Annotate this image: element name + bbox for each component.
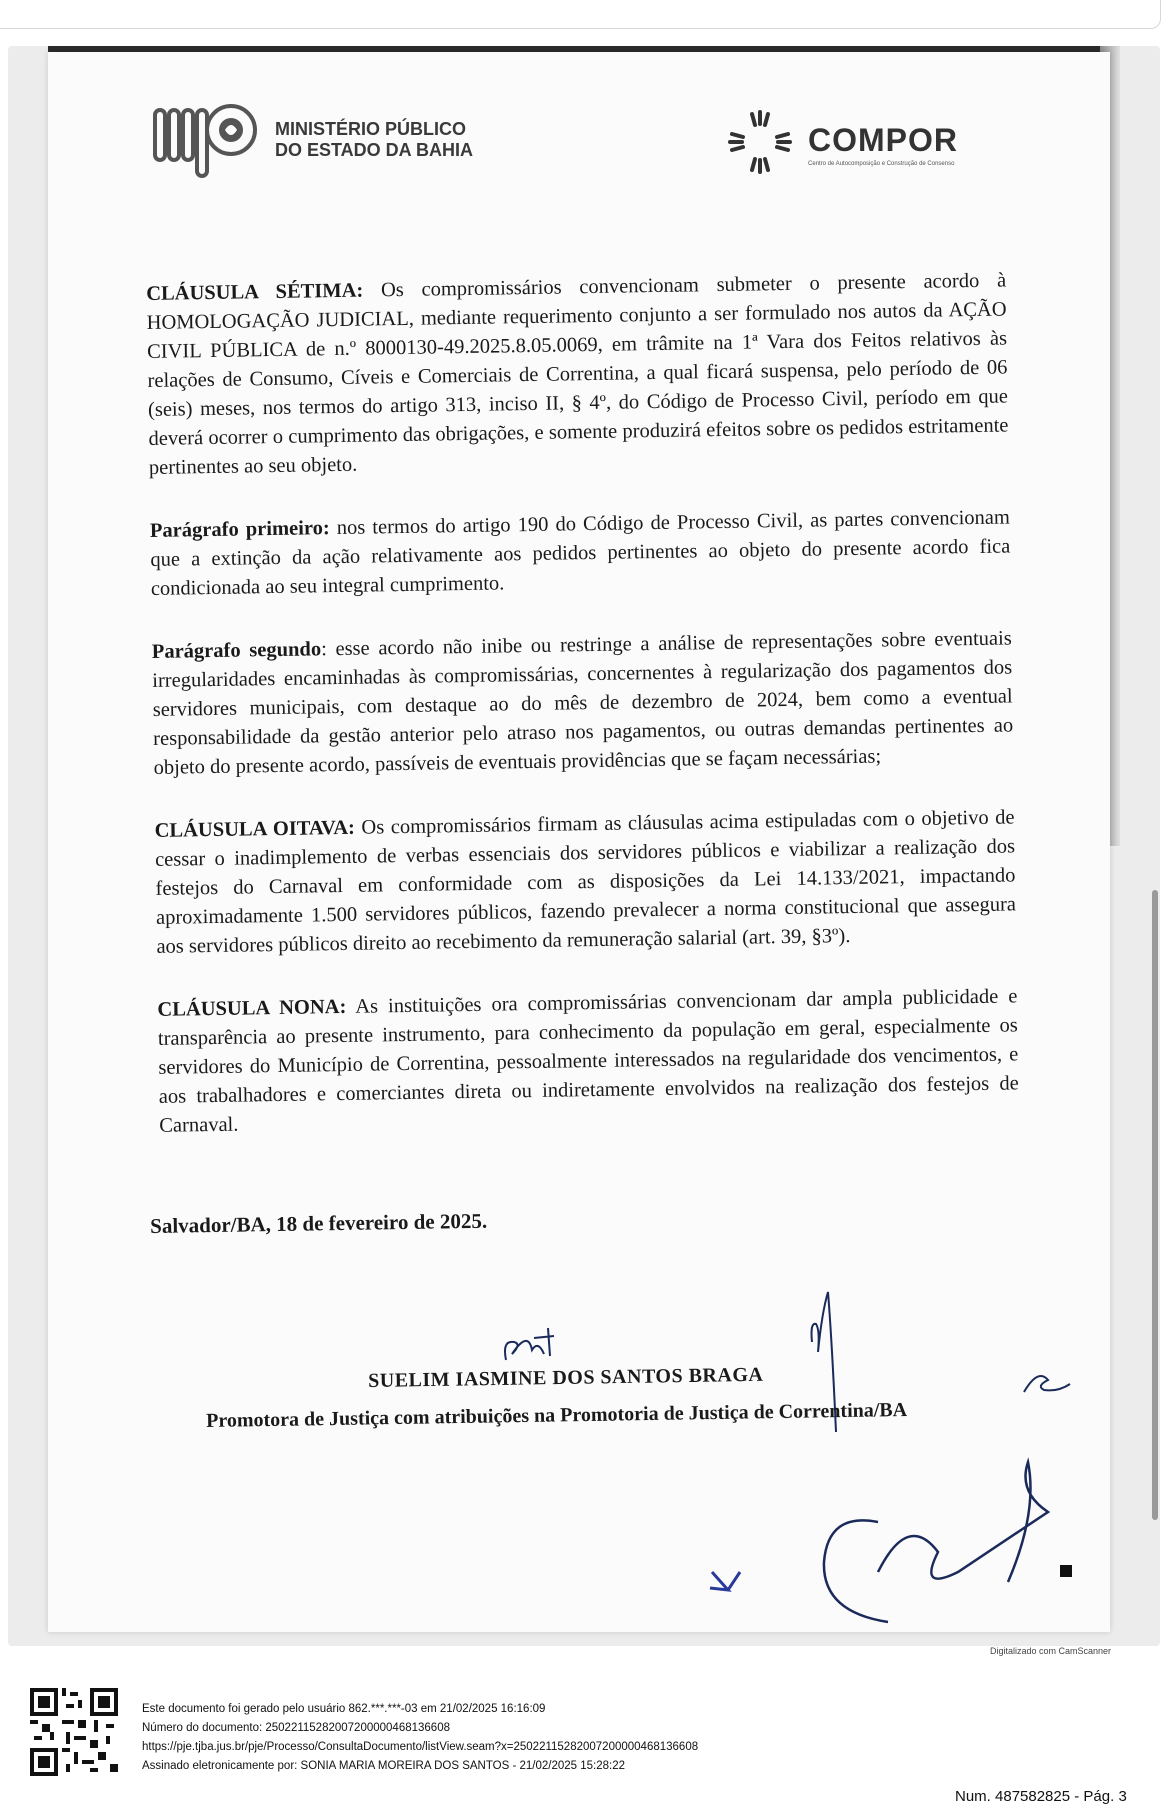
page-number: Num. 487582825 - Pág. 3: [955, 1788, 1127, 1805]
camscanner-watermark: Digitalizado com CamScanner: [990, 1646, 1112, 1656]
paragraph-first: [150, 503, 1011, 603]
signature-initials: [498, 1320, 568, 1370]
footer-generated-by: Este documento foi gerado pelo usuário 862.***.***-03 em 21/02/2025 16:16:09: [142, 1703, 546, 1715]
clause-ninth-title: CLÁUSULA NONA:: [157, 995, 347, 1021]
document-body: [146, 266, 1020, 1174]
footer-url[interactable]: https://pje.tjba.jus.br/pje/Processo/ConsultaDocumento/listView.seam?x=25022115282007200000468136608: [142, 1741, 699, 1753]
signature-rubric: [1018, 1362, 1078, 1402]
top-frame: [0, 0, 1161, 29]
paragraph-first-text: nos termos do artigo 190 do Código de Processo Civil, as partes convencionam que a extinção da ação relativamente aos pedidos pertinentes ao objeto do presente acordo fica condicionada ao seu integral cumprimento.: [150, 506, 1011, 600]
signature-large: [688, 1452, 1168, 1632]
clause-eighth-title: CLÁUSULA OITAVA:: [154, 816, 356, 842]
compor-name: COMPOR: [808, 122, 958, 158]
qr-code: [30, 1688, 118, 1776]
paragraph-first-title: Parágrafo primeiro:: [149, 517, 330, 542]
scan-corner-mark: [1060, 1565, 1072, 1577]
footer-signed-by: Assinado eletronicamente por: SONIA MARIA MOREIRA DOS SANTOS - 21/02/2025 15:28:22: [142, 1760, 626, 1772]
paragraph-second-title: Parágrafo segundo: [151, 638, 322, 663]
paragraph-second: [152, 624, 1014, 782]
footer-document-number: Número do documento: 25022115282007200000468136608: [142, 1722, 450, 1734]
clause-ninth-text: As instituições ora compromissárias convencionam dar ampla publicidade e transparência ao presente instrumento, para conhecimento da população em geral, especialmente os servidores do Município de Correntina, pessoalmente interessados na regularidade dos vencimentos, e aos trabalhadores e comerciantes direta ou indiretamente envolvidos na realização dos festejos de Carnaval.: [157, 985, 1019, 1137]
compor-logo: [724, 106, 958, 183]
mp-logo-line-2: DO ESTADO DA BAHIA: [275, 140, 473, 160]
compor-logo-icon: [724, 106, 796, 183]
clause-seventh-text: Os compromissários convencionam submeter o presente acordo à HOMOLOGAÇÃO JUDICIAL, mediante requerimento conjunto a ser formulado nos autos da AÇÃO CIVIL PÚBLICA de n.º 8000130-49.2025.8.05.0069, em trâmite na 1ª Vara dos Feitos relativos às relações de Consumo, Cíveis e Comerciais de Correntina, a qual ficará suspensa, pelo período de 06 (seis) meses, nos termos do artigo 313, inciso II, § 4º, do Código de Processo Civil, período em que deverá ocorrer o cumprimento das obrigações, e somente produzirá efeitos sobre os pedidos estritamente pertinentes ao seu objeto.: [146, 269, 1009, 479]
clause-ninth: [157, 982, 1019, 1140]
clause-eighth: [154, 803, 1016, 961]
document-sheet: [48, 52, 1110, 1632]
clause-seventh-title: CLÁUSULA SÉTIMA:: [146, 279, 364, 305]
compor-subtitle: Centro de Autocomposição e Construção de Consenso: [808, 161, 955, 167]
scrollbar[interactable]: [1152, 890, 1158, 1520]
clause-seventh: [146, 266, 1009, 482]
mp-logo-line-1: MINISTÉRIO PÚBLICO: [275, 119, 467, 139]
paragraph-second-text: : esse acordo não inibe ou restringe a análise de representações sobre eventuais irregularidades encaminhadas às compromissárias, concernentes à regularização dos pagamentos dos servidores municipais, com destaque ao do mês de dezembro de 2024, bem como a eventual responsabilidade da gestão anterior pelo atraso nos pagamentos, ou outras demandas pertinentes ao objeto do presente acordo, passíveis de eventuais providências que se façam necessárias;: [152, 627, 1014, 779]
signer-name: SUELIM IASMINE DOS SANTOS BRAGA: [368, 1363, 764, 1392]
signing-date: Salvador/BA, 18 de fevereiro de 2025.: [150, 1208, 488, 1238]
signer-role: Promotora de Justiça com atribuições na Promotoria de Justiça de Correntina/BA: [206, 1398, 908, 1432]
mp-logo-icon: [153, 100, 263, 180]
mp-bahia-logo: [153, 100, 473, 180]
clause-eighth-text: Os compromissários firmam as cláusulas acima estipuladas com o objetivo de cessar o inadimplemento de verbas essenciais dos servidores públicos e viabilizar a realização dos festejos do Carnaval em conformidade com as disposições da Lei 14.133/2021, impactando aproximadamente 1.500 servidores públicos, fazendo prevalecer a norma constitucional que assegura aos servidores públicos direito ao recebimento da remuneração salarial (art. 39, §3º).: [154, 806, 1017, 958]
document-footer: [142, 1700, 698, 1776]
